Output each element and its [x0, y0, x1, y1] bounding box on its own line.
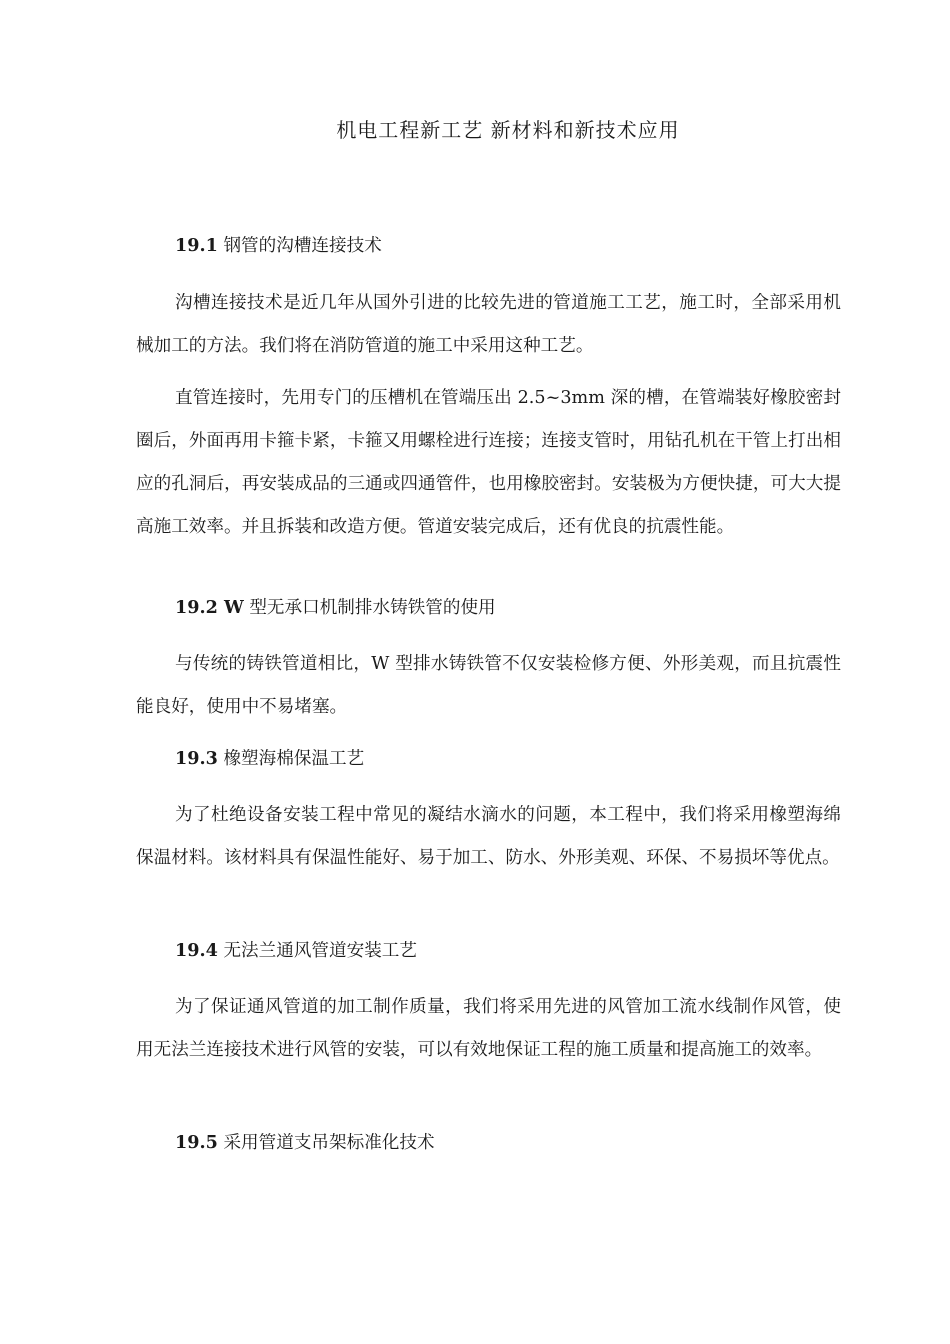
paragraph: 为了保证通风管道的加工制作质量，我们将采用先进的风管加工流水线制作风管，使用无法兰连接技术进行风管的安装，可以有效地保证工程的施工质量和提高施工的效率。	[136, 997, 841, 1060]
section-number: 19.3	[175, 748, 218, 769]
paragraph: 与传统的铸铁管道相比，W 型排水铸铁管不仅安装检修方便、外形美观，而且抗震性能良好，使用中不易堵塞。	[136, 654, 841, 717]
paragraph: 为了杜绝设备安装工程中常见的凝结水滴水的问题，本工程中，我们将采用橡塑海绵保温材料。该材料具有保温性能好、易于加工、防水、外形美观、环保、不易损坏等优点。	[136, 805, 841, 868]
section-heading-text: 钢管的沟槽连接技术	[223, 236, 382, 256]
section-number: 19.1	[175, 235, 218, 256]
paragraph: 直管连接时，先用专门的压槽机在管端压出 2.5~3mm 深的槽，在管端装好橡胶密封圈后，外面再用卡箍卡紧，卡箍又用螺栓进行连接；连接支管时，用钻孔机在干管上打出相应的孔洞后，再安装成品的三通或四通管件，也用橡胶密封。安装极为方便快捷，可大大提高施工效率。并且拆装和改造方便。管道安装完成后，还有优良的抗震性能。	[136, 388, 841, 537]
section-number: 19.2 W	[175, 597, 244, 618]
section-heading-text: 无法兰通风管道安装工艺	[223, 941, 417, 961]
section-heading-text: 橡塑海棉保温工艺	[223, 749, 365, 769]
section-heading-19-2	[175, 595, 835, 621]
section-heading-19-4	[175, 938, 835, 964]
section-heading-19-3	[175, 746, 835, 772]
section-heading-19-1	[175, 233, 835, 259]
section-number: 19.4	[175, 940, 218, 961]
section-heading-text: 采用管道支吊架标准化技术	[223, 1133, 435, 1153]
section-heading-text: 型无承口机制排水铸铁管的使用	[249, 598, 496, 618]
section-heading-19-5	[175, 1130, 835, 1156]
document-title: 机电工程新工艺 新材料和新技术应用	[336, 118, 680, 142]
paragraph: 沟槽连接技术是近几年从国外引进的比较先进的管道施工工艺，施工时，全部采用机械加工的方法。我们将在消防管道的施工中采用这种工艺。	[136, 293, 841, 356]
section-number: 19.5	[175, 1132, 218, 1153]
